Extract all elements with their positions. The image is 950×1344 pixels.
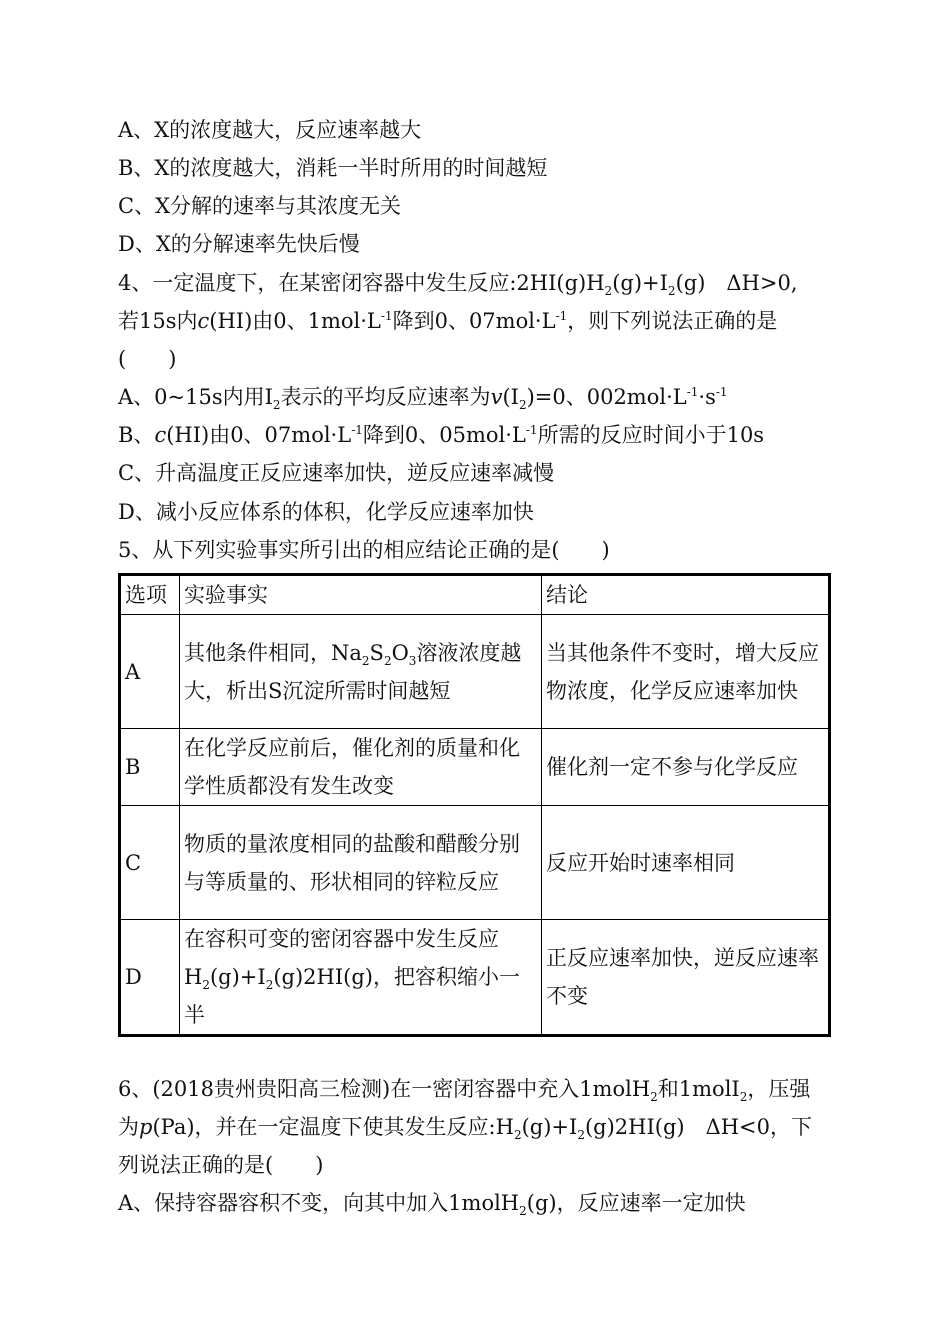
q4-option-a: A、0~15s内用$I_2$表示的平均反应速率为$v(I_2)=0$、$002mol\cdot L^{-1}\cdot s^{-1}$ (118, 385, 728, 413)
q6-stem-line3: 列说法正确的是( ) (118, 1153, 324, 1177)
row-fact: 其他条件相同，$Na_2S_2O_3$溶液浓度越 大，析出S沉淀所需时间越短 (180, 615, 542, 729)
row-conclusion: 催化剂一定不参与化学反应 (542, 729, 830, 806)
q4-option-b: B、c(HI)由0、$07mol\cdot L^{-1}$降到0、$05mol\cdot L^{-1}$所需的反应时间小于10s (118, 423, 765, 447)
table-row (120, 615, 830, 729)
header-conclusion: 结论 (542, 575, 830, 615)
q3-option-c: C、X分解的速率与其浓度无关 (118, 194, 402, 218)
q3-option-a: A、X的浓度越大，反应速率越大 (118, 118, 422, 142)
row-conclusion: 正反应速率加快，逆反应速率不变 (542, 920, 830, 1036)
row-conclusion: 反应开始时速率相同 (542, 806, 830, 920)
q6-stem-line2: 为p(Pa)，并在一定温度下使其发生反应$:H_2(g)+I_2(g)2HI(g)$ ΔH<0，下 (118, 1115, 813, 1143)
row-option: A (120, 615, 180, 729)
row-conclusion: 当其他条件不变时，增大反应物浓度，化学反应速率加快 (542, 615, 830, 729)
table-row (120, 920, 830, 1036)
q4-option-d: D、减小反应体系的体积，化学反应速率加快 (118, 500, 534, 524)
row-fact: 在化学反应前后，催化剂的质量和化学性质都没有发生改变 (180, 729, 542, 806)
row-fact: 物质的量浓度相同的盐酸和醋酸分别与等质量的、形状相同的锌粒反应 (180, 806, 542, 920)
q4-stem-line3: ( ) (118, 347, 177, 371)
q4-option-c: C、升高温度正反应速率加快，逆反应速率减慢 (118, 461, 555, 485)
q5-stem: 5、从下列实验事实所引出的相应结论正确的是( ) (118, 538, 610, 562)
q4-stem-line1: 4、一定温度下，在某密闭容器中发生反应$:2HI(g)H_2(g)+I_2(g)$ ΔH>0, (118, 271, 798, 299)
header-option: 选项 (120, 575, 180, 615)
table-row (120, 729, 830, 806)
table-row (120, 806, 830, 920)
table-header-row (120, 575, 830, 615)
row-fact: 在容积可变的密闭容器中发生反应 $H_2(g)+I_2(g)2HI(g)$，把容积缩小一 半 (180, 920, 542, 1036)
row-option: D (120, 920, 180, 1036)
q6-option-a: A、保持容器容积不变，向其中加入1molH$_2$(g)，反应速率一定加快 (118, 1191, 746, 1219)
row-option: B (120, 729, 180, 806)
q3-option-d: D、X的分解速率先快后慢 (118, 232, 360, 256)
header-fact: 实验事实 (180, 575, 542, 615)
row-option: C (120, 806, 180, 920)
experiment-table (118, 573, 831, 1037)
q4-stem-line2: 若15s内c(HI)由0、$1mol\cdot L^{-1}$降到0、$07mol\cdot L^{-1}$，则下列说法正确的是 (118, 309, 778, 333)
q6-stem-line1: 6、(2018贵州贵阳高三检测)在一密闭容器中充入1molH$_2$和1molI$_2$，压强 (118, 1077, 811, 1105)
q3-option-b: B、X的浓度越大，消耗一半时所用的时间越短 (118, 156, 548, 180)
